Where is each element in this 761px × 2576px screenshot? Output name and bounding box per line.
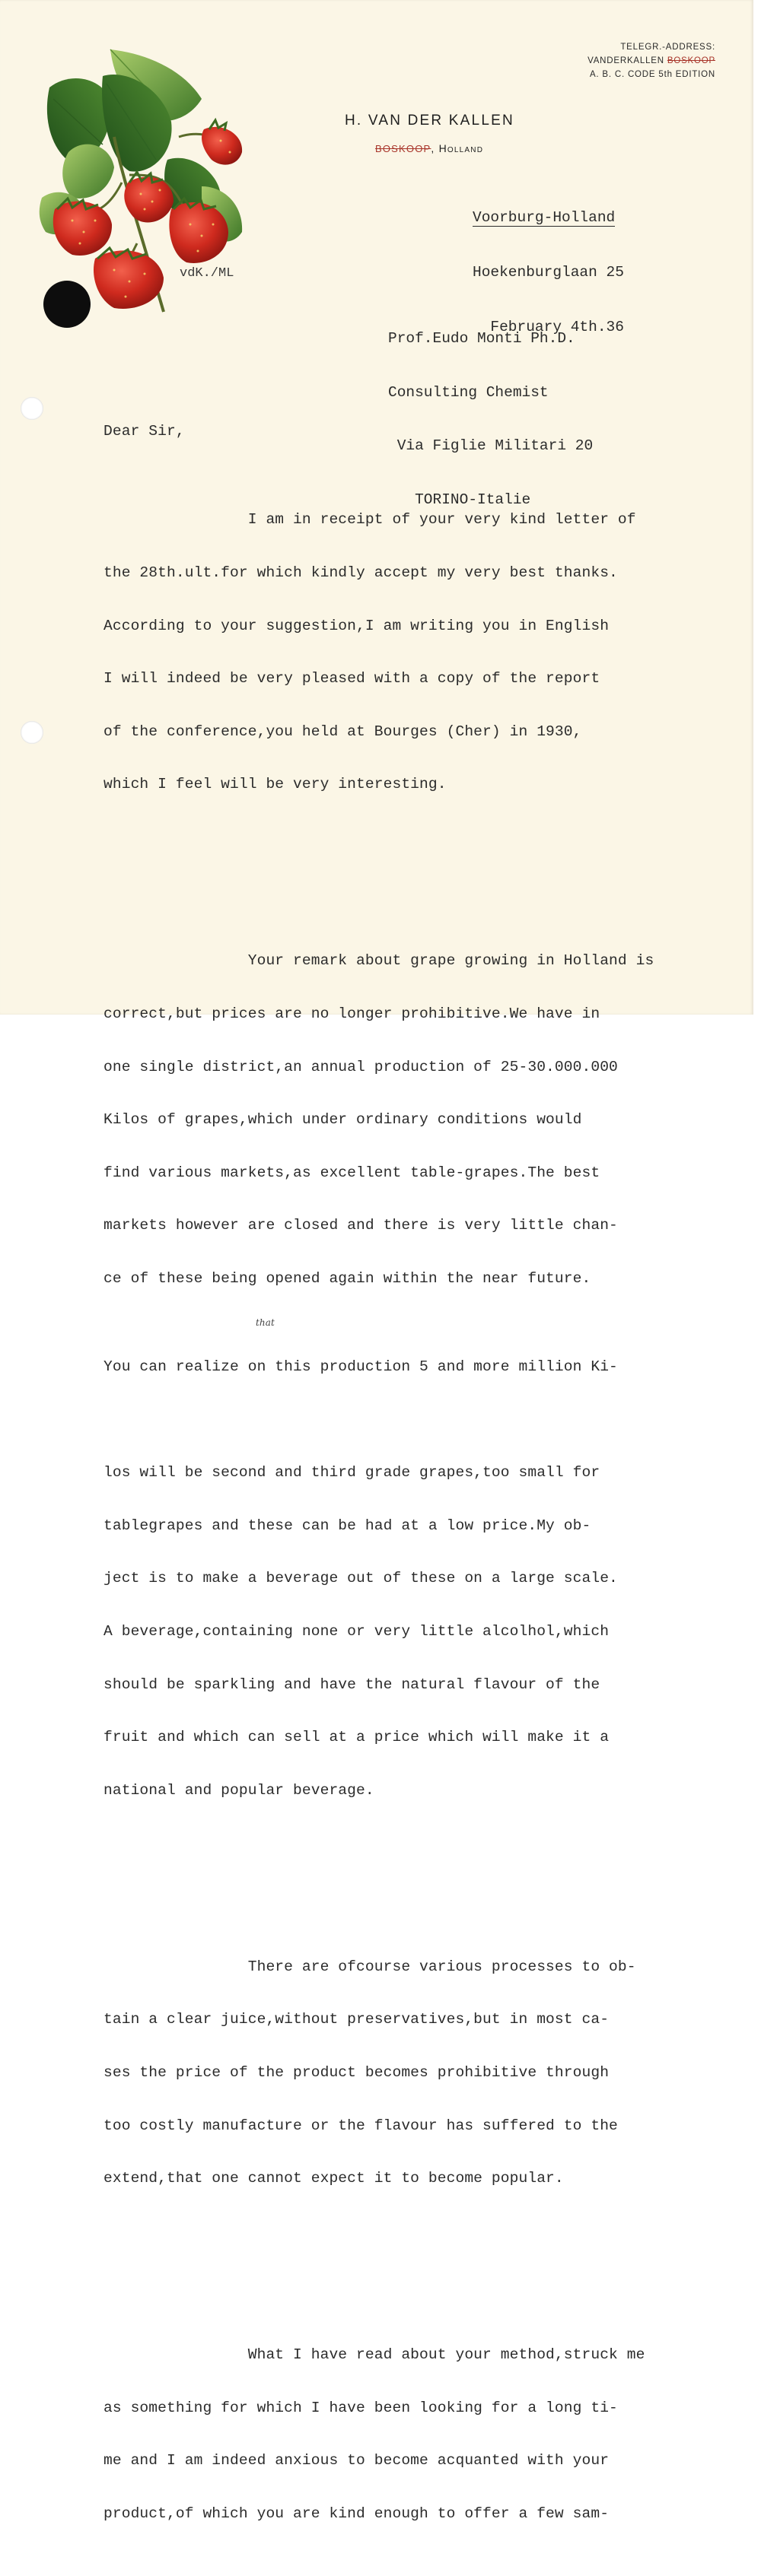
body-line: You can realize on this production 5 and more million Ki- <box>103 1358 618 1375</box>
salutation: Dear Sir, <box>103 423 185 440</box>
body-line: of the conference,you held at Bourges (Cher) in 1930, <box>103 723 582 740</box>
body-line: I will indeed be very pleased with a copy of the report <box>103 670 600 688</box>
punched-hole <box>43 281 91 328</box>
body-line: ses the price of the product becomes prohibitive through <box>103 2063 610 2081</box>
body-line: too costly manufacture or the flavour has suffered to the <box>103 2117 618 2134</box>
firm-name: H. VAN DER KALLEN <box>345 113 514 129</box>
telegraphic-name: VANDERKALLEN <box>587 56 664 65</box>
body-line: which I feel will be very interesting. <box>103 776 447 793</box>
telegraphic-label: TELEGR.-ADDRESS: <box>620 43 715 52</box>
body-line: markets however are closed and there is very little chan- <box>103 1217 618 1234</box>
body-line: I am in receipt of your very kind letter of <box>103 511 636 529</box>
body-line: me and I am indeed anxious to become acquanted with your <box>103 2452 610 2470</box>
recipient-line: Consulting Chemist <box>388 383 549 401</box>
body-line: as something for which I have been looking for a long ti- <box>103 2399 618 2416</box>
body-line: extend,that one cannot expect it to become popular. <box>103 2170 564 2187</box>
paragraph-2 <box>103 917 654 1835</box>
telegraphic-address <box>587 40 715 81</box>
body-line: product,of which you are kind enough to offer a few sam- <box>103 2505 610 2522</box>
body-line: tain a clear juice,without preservatives,but in most ca- <box>103 2011 610 2028</box>
body-line: one single district,an annual production of 25-30.000.000 <box>103 1058 618 1075</box>
body-line: national and popular beverage. <box>103 1781 374 1799</box>
body-line: fruit and which can sell at a price which will make it a <box>103 1729 610 1746</box>
body-line: should be sparkling and have the natural flavour of the <box>103 1676 600 1693</box>
body-line: find various markets,as excellent table-grapes.The best <box>103 1164 600 1181</box>
body-line: ject is to make a beverage out of these on a large scale. <box>103 1570 618 1587</box>
paragraph-3 <box>103 1923 654 2222</box>
letter-body <box>103 388 654 2576</box>
recipient-line: TORINO-Italie <box>388 491 531 508</box>
body-line: According to your suggestion,I am writing you in English <box>103 617 610 634</box>
recipient-line: Prof.Eudo Monti Ph.D. <box>388 330 575 347</box>
page-margin <box>753 0 761 1015</box>
place-street: Hoekenburglaan 25 <box>473 264 624 281</box>
recipient-line: Via Figlie Militari 20 <box>388 437 594 454</box>
firm-country: , Holland <box>431 142 484 154</box>
body-line: What I have read about your method,struck me <box>103 2346 645 2363</box>
body-line: There are ofcourse various processes to ob- <box>103 1958 636 1975</box>
reference-initials: vdK./ML <box>180 266 234 281</box>
body-line: correct,but prices are no longer prohibitive.We have in <box>103 1005 600 1022</box>
body-line: Kilos of grapes,which under ordinary conditions would <box>103 1111 582 1129</box>
struck-city: BOSKOOP <box>375 143 431 154</box>
body-line: the 28th.ult.for which kindly accept my very best thanks. <box>103 564 618 582</box>
body-line: los will be second and third grade grapes,too small for <box>103 1464 600 1482</box>
body-line: tablegrapes and these can be had at a low price.My ob- <box>103 1517 591 1534</box>
handwritten-insert: that <box>256 1317 275 1328</box>
place-city: Voorburg-Holland <box>473 209 616 226</box>
paragraph-1 <box>103 476 654 829</box>
body-line: ce of these being opened again within the near future. <box>103 1269 591 1287</box>
telegraphic-struck-city: BOSKOOP <box>667 56 715 65</box>
paragraph-4 <box>103 2311 654 2559</box>
body-line: A beverage,containing none or very little alcolhol,which <box>103 1623 610 1641</box>
body-line: Your remark about grape growing in Holland is <box>103 952 654 970</box>
firm-location <box>375 142 483 154</box>
binder-hole-upper <box>21 397 43 420</box>
abc-code: A. B. C. CODE 5th EDITION <box>589 70 715 79</box>
telegraphic-code <box>587 54 715 68</box>
binder-hole-lower <box>21 721 43 744</box>
letter-date: February 4th.36 <box>473 319 624 335</box>
